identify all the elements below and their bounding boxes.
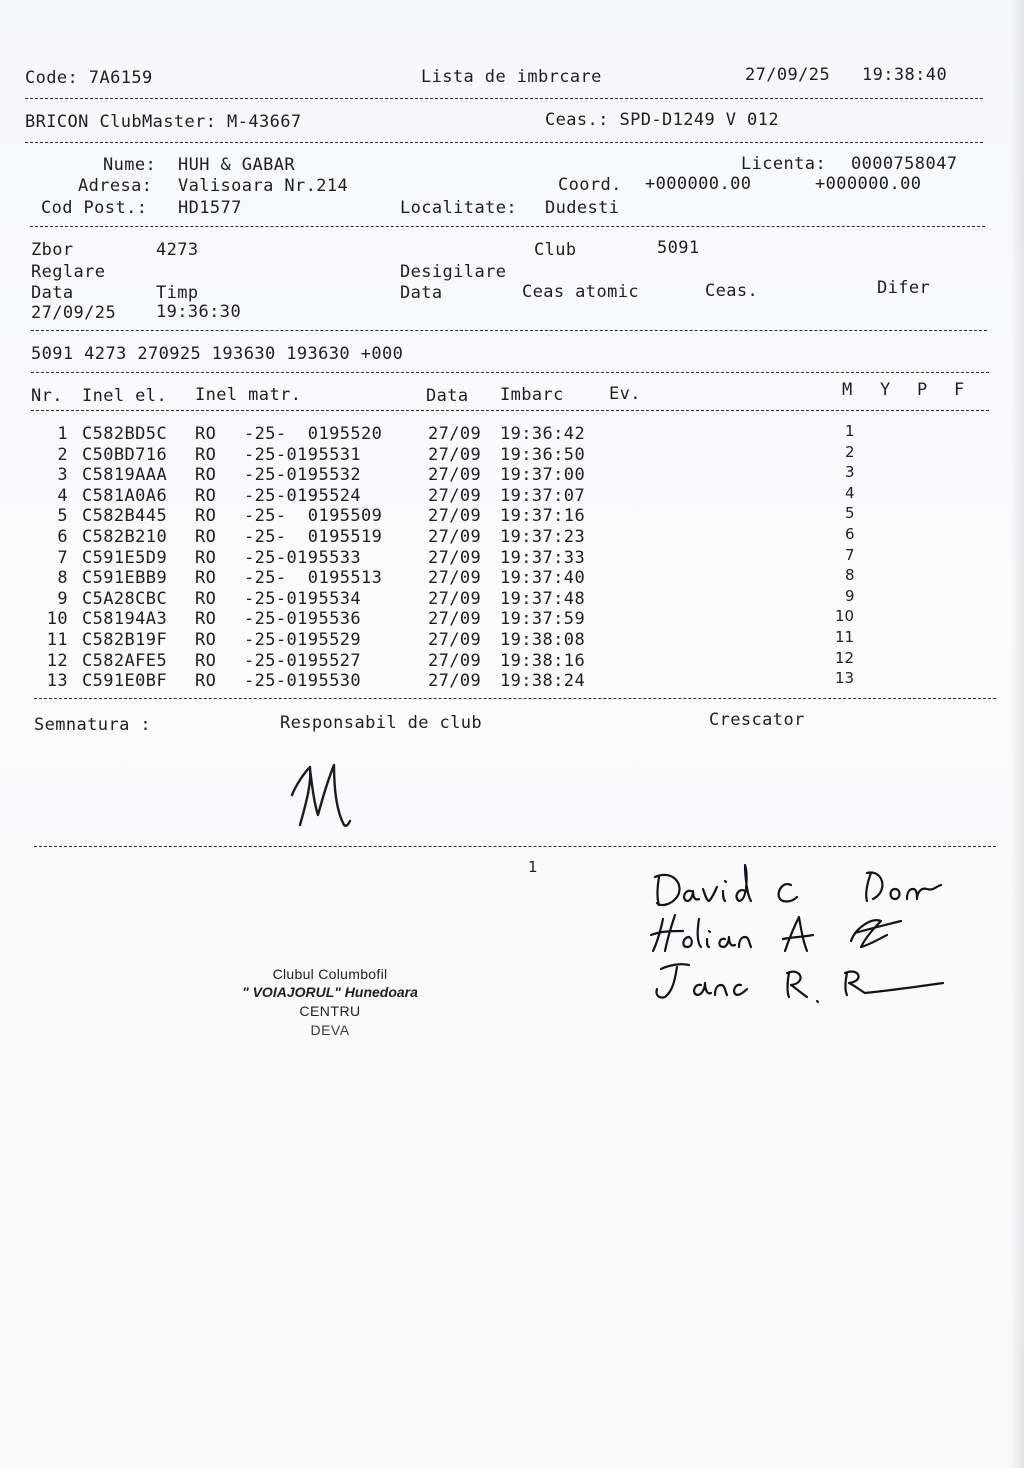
club-stamp [200,966,460,1038]
flight-number: 4273 [156,240,199,260]
row-date: 27/09 [428,547,482,568]
row-number: 2 [57,444,68,465]
stamp-line-1: Clubul Columbofil [272,966,388,982]
breeder-label: Crescator [709,710,805,730]
row-chip-id: C582B210 [82,527,168,547]
col-inel-el: Inel el. [82,386,168,406]
difference-label: Difer [877,278,931,298]
row-position: 2 [845,442,855,461]
row-country: RO [195,671,217,692]
row-number: 5 [57,506,68,527]
row-position: 1 [845,422,855,440]
row-time: 19:37:23 [500,527,586,547]
flight-summary-line: 5091 4273 270925 193630 193630 +000 [31,344,404,364]
row-date: 27/09 [428,527,482,547]
row-number: 6 [57,527,68,547]
col-y: Y [880,380,891,400]
stamp-line-3: CENTRU [299,1003,361,1019]
row-ring-number: -25- 0195513 [244,568,383,589]
row-country: RO [195,465,217,486]
row-date: 27/09 [428,506,482,527]
header-date: 27/09/25 [745,65,831,85]
club-label: Club [534,240,577,260]
row-chip-id: C591EBB9 [82,568,168,589]
row-position: 4 [845,483,855,502]
row-date: 27/09 [428,630,482,650]
row-chip-id: C582B19F [82,630,168,650]
reglare-date-label: Data [31,283,74,303]
row-number: 9 [57,588,68,609]
row-chip-id: C582AFE5 [82,650,168,671]
locality-label: Localitate: [400,198,517,218]
row-time: 19:37:00 [500,465,586,486]
row-position: 6 [845,525,855,543]
row-time: 19:37:40 [500,568,586,589]
clock-label: Ceas. [705,281,759,301]
row-number: 8 [57,568,68,589]
row-chip-id: C5A28CBC [82,588,168,609]
row-position: 11 [835,628,855,646]
row-position: 8 [845,566,855,585]
row-time: 19:37:48 [500,588,586,609]
row-date: 27/09 [428,444,482,465]
row-number: 7 [57,547,68,568]
row-country: RO [195,630,217,650]
row-position: 13 [835,669,855,688]
col-imbarc: Imbarc [500,385,564,405]
separator-line [34,698,996,699]
row-ring-number: -25-0195524 [244,485,361,506]
owner-address: Valisoara Nr.214 [178,176,349,196]
separator-line [31,410,989,411]
row-number: 10 [46,609,68,630]
postal-label: Cod Post.: [41,198,148,218]
row-country: RO [195,506,217,527]
row-chip-id: C591E0BF [82,671,168,692]
row-chip-id: C582BD5C [82,424,168,444]
row-date: 27/09 [428,588,482,609]
row-position: 9 [845,586,855,605]
row-position: 3 [845,463,855,482]
row-time: 19:36:50 [500,444,586,465]
row-ring-number: -25-0195530 [244,671,361,692]
col-nr: Nr. [31,386,63,406]
desigilare-label: Desigilare [400,262,507,282]
row-country: RO [195,444,217,465]
coord-y: +000000.00 [815,174,922,194]
row-number: 4 [57,485,68,506]
row-country: RO [195,650,217,671]
row-date: 27/09 [428,609,482,630]
row-number: 13 [46,671,68,692]
clock-id: Ceas.: SPD-D1249 V 012 [545,110,779,130]
row-chip-id: C5819AAA [82,465,168,486]
row-time: 19:37:16 [500,506,586,527]
row-number: 3 [57,465,68,486]
row-ring-number: -25- 0195519 [244,527,383,547]
reglare-label: Reglare [31,262,106,282]
col-f: F [954,380,965,400]
header-time: 19:38:40 [862,65,948,85]
row-number: 1 [57,424,68,444]
col-data: Data [426,386,469,406]
row-date: 27/09 [428,465,482,486]
coord-x: +000000.00 [645,174,752,194]
col-p: P [917,380,928,400]
row-country: RO [195,424,217,444]
row-ring-number: -25- 0195509 [244,506,383,527]
owner-name: HUH & GABAR [178,155,295,175]
club-responsible-signature [282,755,362,835]
row-position: 7 [845,545,855,564]
row-time: 19:37:07 [500,485,586,506]
row-country: RO [195,547,217,568]
row-chip-id: C581A0A6 [82,485,168,506]
club-number: 5091 [657,238,700,258]
row-time: 19:38:24 [500,671,586,692]
row-time: 19:37:33 [500,547,586,568]
row-date: 27/09 [428,671,482,692]
club-master-id: BRICON ClubMaster: M-43667 [25,112,302,132]
row-date: 27/09 [428,568,482,589]
row-position: 12 [835,648,855,667]
row-time: 19:37:59 [500,609,586,630]
row-country: RO [195,527,217,547]
col-m: M [842,380,853,400]
row-time: 19:38:08 [500,630,586,650]
separator-line [34,846,996,847]
row-date: 27/09 [428,650,482,671]
coord-label: Coord. [558,175,622,195]
separator-line [30,226,985,227]
row-ring-number: -25-0195536 [244,609,361,630]
separator-line [25,142,983,143]
row-ring-number: -25-0195531 [244,444,361,465]
page-edge-shadow [1010,0,1024,1468]
row-chip-id: C582B445 [82,506,168,527]
row-time: 19:36:42 [500,424,586,444]
locality: Dudesti [545,198,620,218]
row-ring-number: -25-0195527 [244,650,361,671]
club-responsible-label: Responsabil de club [280,713,483,733]
name-label: Nume: [103,155,157,175]
row-ring-number: -25-0195533 [244,547,361,568]
flight-label: Zbor [31,240,74,260]
row-ring-number: -25-0195529 [244,630,361,650]
row-position: 5 [845,504,855,523]
row-country: RO [195,609,217,630]
handwritten-signatures [645,855,965,1015]
owner-postal-code: HD1577 [178,198,242,218]
row-country: RO [195,568,217,589]
reglare-time: 19:36:30 [156,302,242,322]
stamp-line-4: DEVA [310,1022,350,1038]
address-label: Adresa: [78,176,153,196]
row-chip-id: C58194A3 [82,609,168,630]
license-number: 0000758047 [851,154,958,174]
document-title: Lista de imbrcare [421,67,602,87]
row-date: 27/09 [428,485,482,506]
row-date: 27/09 [428,424,482,444]
col-ev: Ev. [609,384,641,404]
row-country: RO [195,485,217,506]
row-ring-number: -25-0195532 [244,465,361,486]
separator-line [25,98,983,99]
row-position: 10 [835,607,855,626]
signature-label: Semnatura : [34,715,151,735]
separator-line [31,372,989,373]
reglare-time-label: Timp [156,283,199,303]
col-inel-matr: Inel matr. [195,385,302,405]
row-country: RO [195,588,217,609]
row-number: 11 [46,630,68,650]
atomic-clock-label: Ceas atomic [522,282,639,302]
stamp-line-2: " VOIAJORUL" Hunedoara [242,984,418,1000]
code-label: Code: 7A6159 [25,68,153,88]
row-chip-id: C591E5D9 [82,547,168,568]
desigilare-date-label: Data [400,283,443,303]
license-label: Licenta: [741,154,827,174]
page-number: 1 [528,858,538,876]
row-time: 19:38:16 [500,650,586,671]
reglare-date: 27/09/25 [31,303,117,323]
separator-line [31,330,987,331]
row-ring-number: -25- 0195520 [244,424,383,444]
row-ring-number: -25-0195534 [244,588,361,609]
row-number: 12 [46,650,68,671]
row-chip-id: C50BD716 [82,444,168,465]
